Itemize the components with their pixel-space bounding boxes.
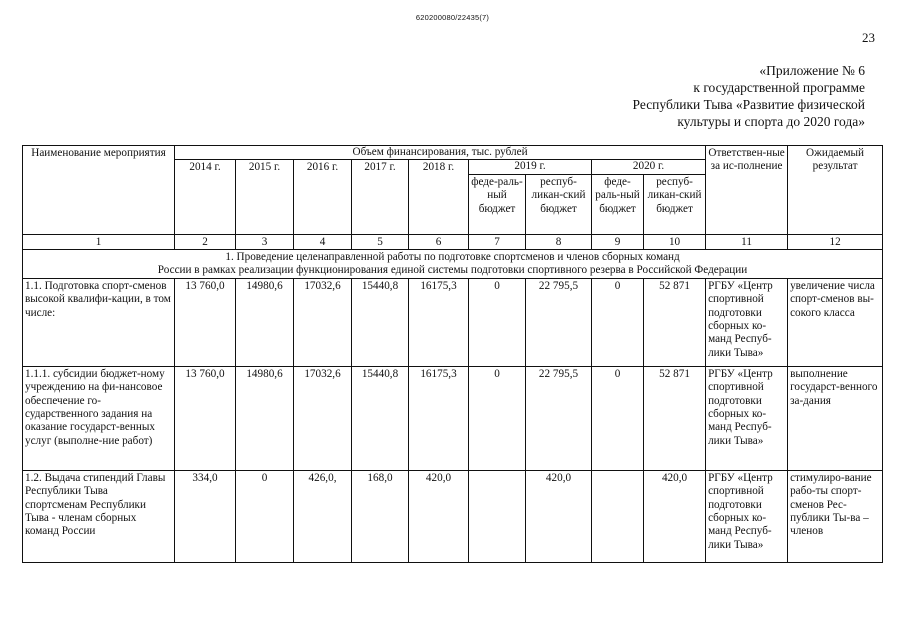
- column-number: 10: [644, 234, 706, 249]
- responsible-cell: РГБУ «Центр спортивной подготовки сборных ко-манд Респуб-лики Тыва»: [706, 278, 788, 366]
- value-republic-2019: 22 795,5: [526, 278, 592, 366]
- header-republic-2019: респуб-ликан-ский бюджет: [526, 174, 592, 234]
- result-cell: выполнение государст-венного за-дания: [788, 366, 883, 470]
- header-2019: 2019 г.: [469, 160, 592, 174]
- appendix-line: к государственной программе: [693, 80, 865, 95]
- header-2016: 2016 г.: [294, 160, 352, 234]
- appendix-header: [545, 62, 865, 130]
- section-title-line-1: 1. Проведение целенаправленной работы по подготовке спортсменов и членов сборных команд: [225, 250, 680, 263]
- responsible-cell: РГБУ «Центр спортивной подготовки сборных ко-манд Респуб-лики Тыва»: [706, 366, 788, 470]
- value-republic-2019: 420,0: [526, 470, 592, 562]
- responsible-cell: РГБУ «Центр спортивной подготовки сборных ко-манд Респуб-лики Тыва»: [706, 470, 788, 562]
- value-2015: 14980,6: [236, 278, 294, 366]
- table-row: [23, 366, 883, 470]
- value-2015: 14980,6: [236, 366, 294, 470]
- result-cell: стимулиро-вание рабо-ты спорт-сменов Рес-публики Ты-ва – членов: [788, 470, 883, 562]
- appendix-line: «Приложение № 6: [759, 63, 865, 78]
- measure-name: 1.1. Подготовка спорт-сменов высокой квалифи-кации, в том числе:: [23, 278, 175, 366]
- header-2018: 2018 г.: [409, 160, 469, 234]
- value-federal-2019: [469, 470, 526, 562]
- value-republic-2019: 22 795,5: [526, 366, 592, 470]
- measure-name: 1.1.1. субсидии бюджет-ному учреждению на фи-нансовое обеспечение го-сударственного задания на оказание государст-венных услуг (выполне-ние работ): [23, 366, 175, 470]
- value-2017: 168,0: [352, 470, 409, 562]
- header-result: Ожидаемый результат: [788, 146, 883, 235]
- column-number: 12: [788, 234, 883, 249]
- value-2018: 420,0: [409, 470, 469, 562]
- value-federal-2020: 0: [592, 366, 644, 470]
- header-2014: 2014 г.: [175, 160, 236, 234]
- value-2017: 15440,8: [352, 366, 409, 470]
- value-2014: 13 760,0: [175, 278, 236, 366]
- value-2017: 15440,8: [352, 278, 409, 366]
- column-number: 5: [352, 234, 409, 249]
- column-number: 9: [592, 234, 644, 249]
- table-row: [23, 470, 883, 562]
- value-federal-2020: [592, 470, 644, 562]
- value-2016: 17032,6: [294, 366, 352, 470]
- value-2014: 13 760,0: [175, 366, 236, 470]
- column-number: 3: [236, 234, 294, 249]
- appendix-line: Республики Тыва «Развитие физической: [632, 97, 865, 112]
- column-number: 6: [409, 234, 469, 249]
- column-number: 2: [175, 234, 236, 249]
- measure-name: 1.2. Выдача стипендий Главы Республики Тыва спортсменам Республики Тыва - членам сборных команд России: [23, 470, 175, 562]
- table-row: [23, 278, 883, 366]
- value-republic-2020: 420,0: [644, 470, 706, 562]
- page-number: 23: [862, 30, 875, 45]
- column-number: 1: [23, 234, 175, 249]
- value-2016: 17032,6: [294, 278, 352, 366]
- column-numbers-row: [23, 234, 883, 249]
- header-federal-2020: феде-раль-ный бюджет: [592, 174, 644, 234]
- column-number: 11: [706, 234, 788, 249]
- value-2016: 426,0,: [294, 470, 352, 562]
- result-cell: увеличение числа спорт-сменов вы-сокого класса: [788, 278, 883, 366]
- value-2018: 16175,3: [409, 278, 469, 366]
- value-republic-2020: 52 871: [644, 366, 706, 470]
- header-federal-2019: феде-раль-ный бюджет: [469, 174, 526, 234]
- column-number: 7: [469, 234, 526, 249]
- document-code: 620200080/22435(7): [415, 13, 490, 22]
- header-republic-2020: респуб-ликан-ский бюджет: [644, 174, 706, 234]
- column-number: 4: [294, 234, 352, 249]
- column-number: 8: [526, 234, 592, 249]
- financing-table: [22, 145, 883, 563]
- value-2015: 0: [236, 470, 294, 562]
- header-2015: 2015 г.: [236, 160, 294, 234]
- header-responsible: Ответствен-ные за ис-полнение: [706, 146, 788, 235]
- value-federal-2019: 0: [469, 366, 526, 470]
- value-federal-2019: 0: [469, 278, 526, 366]
- value-federal-2020: 0: [592, 278, 644, 366]
- section-title-line-2: России в рамках реализации функционирования единой системы подготовки спортивного резерва в Российской Федерации: [157, 263, 748, 276]
- header-name: Наименование мероприятия: [23, 146, 175, 235]
- value-2018: 16175,3: [409, 366, 469, 470]
- appendix-line: культуры и спорта до 2020 года»: [677, 114, 865, 129]
- section-title: [23, 249, 883, 278]
- value-republic-2020: 52 871: [644, 278, 706, 366]
- header-2017: 2017 г.: [352, 160, 409, 234]
- header-funding: Объем финансирования, тыс. рублей: [175, 146, 706, 160]
- header-2020: 2020 г.: [592, 160, 706, 174]
- value-2014: 334,0: [175, 470, 236, 562]
